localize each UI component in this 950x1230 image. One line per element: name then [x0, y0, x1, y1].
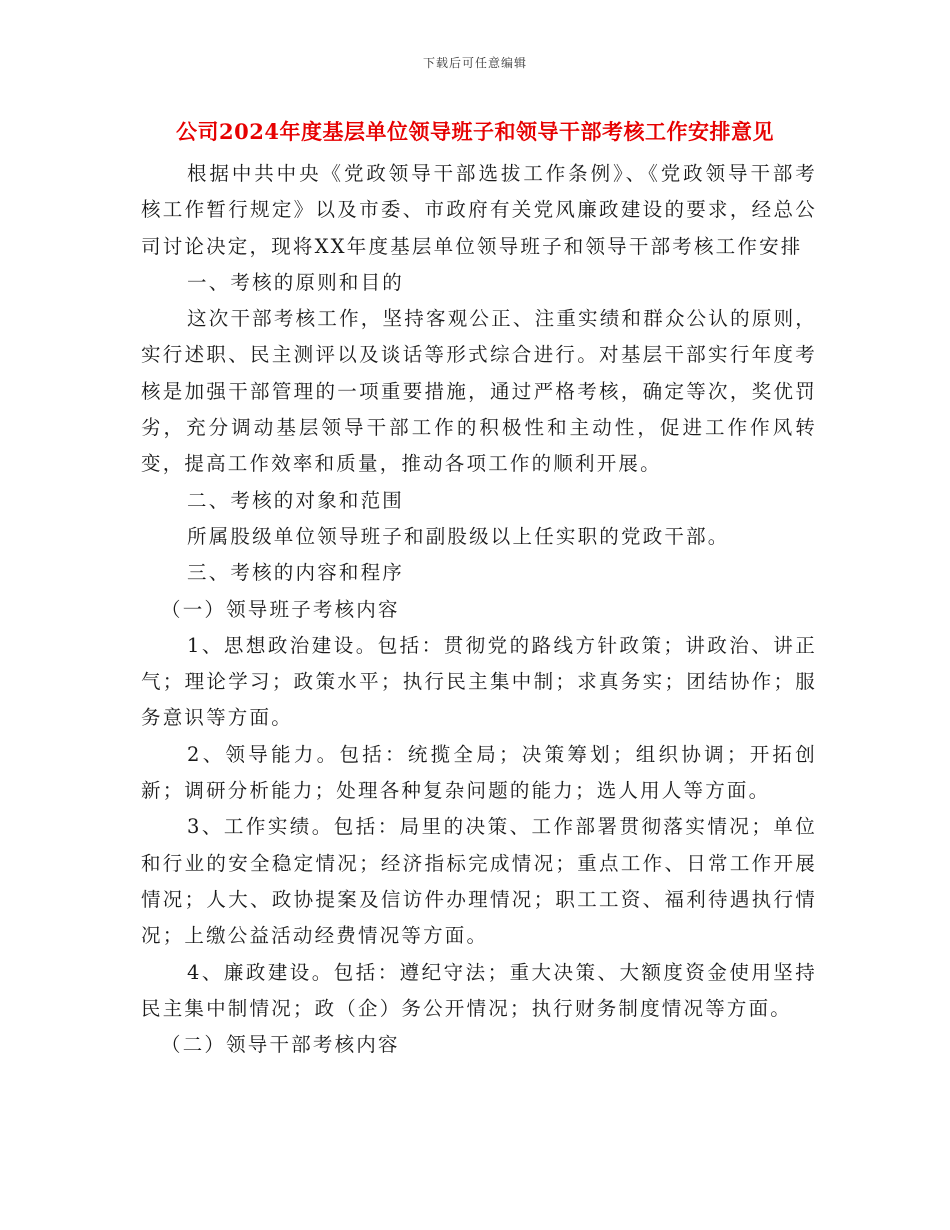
- subsection-heading-2: （二）领导干部考核内容: [161, 1033, 400, 1057]
- paragraph-scope: 所属股级单位领导班子和副股级以上任实职的党政干部。: [187, 524, 730, 548]
- list-item-integrity: 4、廉政建设。包括：遵纪守法；重大决策、大额度资金使用坚持民主集中制情况；政（企）务公开情况；执行财务制度情况等方面。: [141, 960, 817, 1020]
- section-heading-2: 二、考核的对象和范围: [187, 488, 405, 512]
- paragraph-intro: 根据中共中央《党政领导干部选拔工作条例》、《党政领导干部考核工作暂行规定》以及市委、市政府有关党风廉政建设的要求，经总公司讨论决定，现将XX年度基层单位领导班子和领导干部考核工作安排: [141, 162, 817, 258]
- section-heading-1: 一、考核的原则和目的: [187, 270, 405, 294]
- list-item-performance: 3、工作实绩。包括：局里的决策、工作部署贯彻落实情况；单位和行业的安全稳定情况；经济指标完成情况；重点工作、日常工作开展情况；人大、政协提案及信访件办理情况；职工工资、福利待遇执行情况；上缴公益活动经费情况等方面。: [141, 815, 817, 948]
- subsection-heading-1: （一）领导班子考核内容: [161, 597, 400, 621]
- section-heading-3: 三、考核的内容和程序: [187, 561, 405, 585]
- paragraph-principles: 这次干部考核工作，坚持客观公正、注重实绩和群众公认的原则，实行述职、民主测评以及谈话等形式综合进行。对基层干部实行年度考核是加强干部管理的一项重要措施，通过严格考核，确定等次，奖优罚劣，充分调动基层领导干部工作的积极性和主动性，促进工作作风转变，提高工作效率和质量，推动各项工作的顺利开展。: [141, 307, 817, 476]
- document-body: [141, 156, 817, 1063]
- document-title: 公司2024年度基层单位领导班子和领导干部考核工作安排意见: [176, 119, 774, 144]
- list-item-leadership: 2、领导能力。包括：统揽全局；决策筹划；组织协调；开拓创新；调研分析能力；处理各种复杂问题的能力；选人用人等方面。: [141, 742, 817, 803]
- page-header-note: 下载后可任意编辑: [422, 56, 527, 70]
- list-item-political: 1、思想政治建设。包括：贯彻党的路线方针政策；讲政治、讲正气；理论学习；政策水平；执行民主集中制；求真务实；团结协作；服务意识等方面。: [141, 633, 817, 730]
